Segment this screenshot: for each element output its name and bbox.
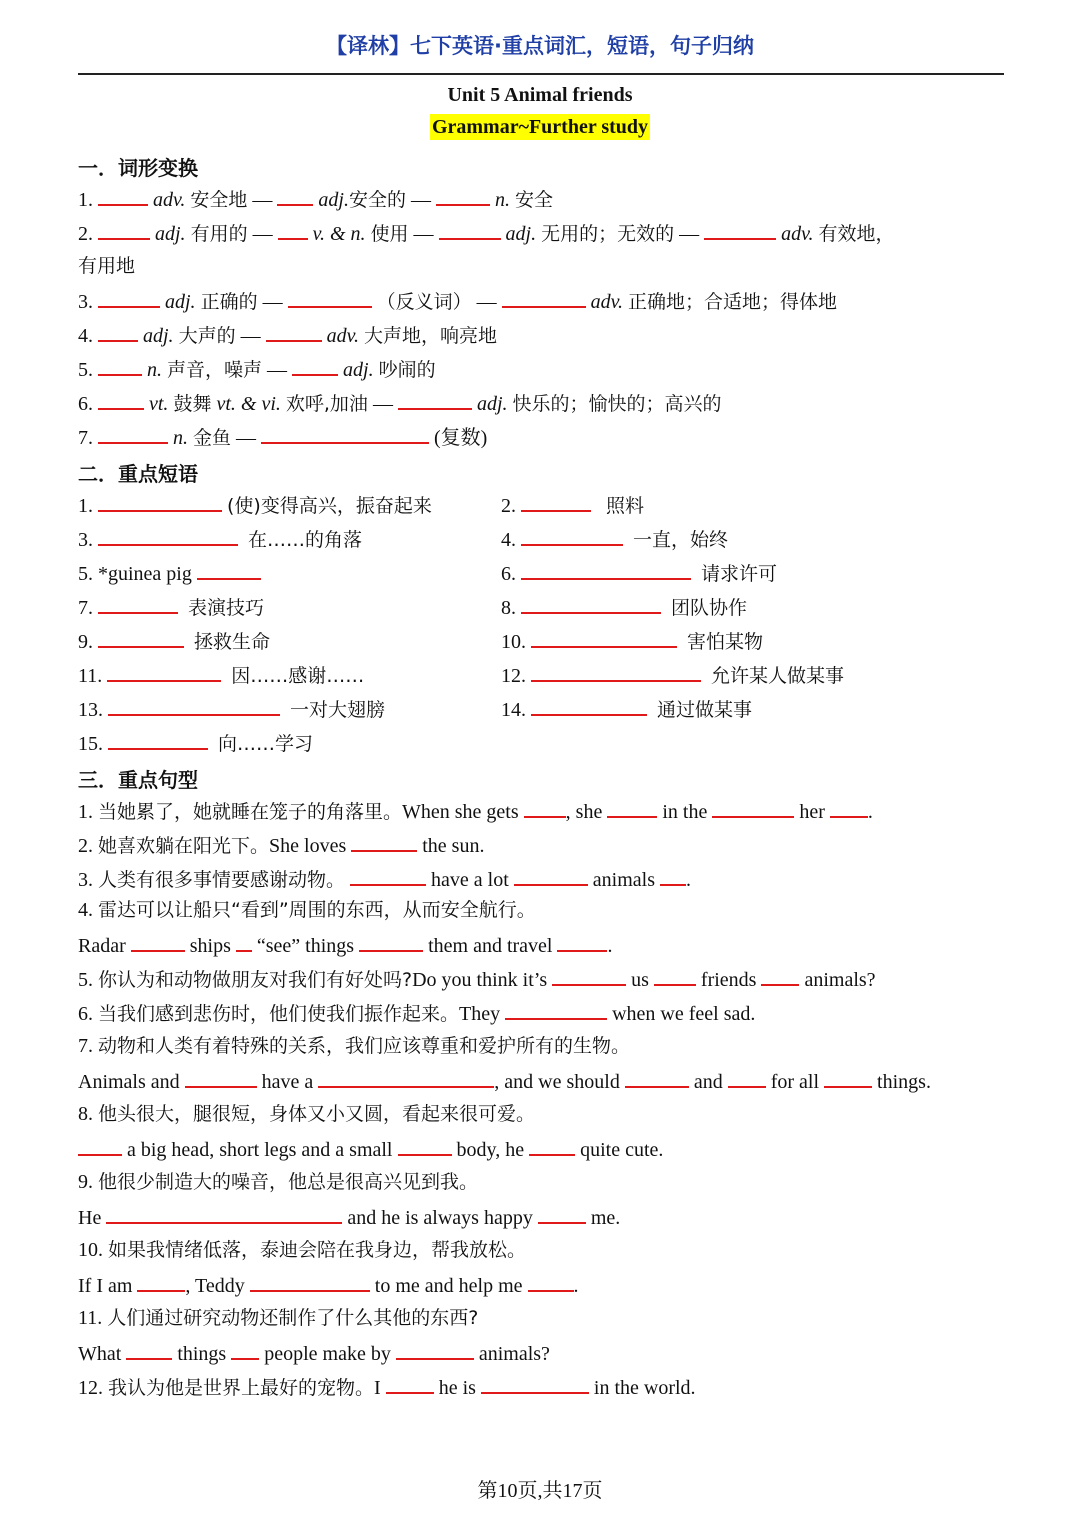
- unit-title: Unit 5 Animal friends: [447, 84, 633, 106]
- answer-blank[interactable]: [78, 1136, 122, 1156]
- answer-blank[interactable]: [98, 594, 178, 614]
- phrase-item: 2. 照料: [501, 492, 644, 518]
- answer-blank[interactable]: [712, 798, 794, 818]
- header-divider: [78, 73, 1004, 75]
- phrase-item: 15. 向……学习: [78, 730, 313, 756]
- answer-blank[interactable]: [266, 322, 322, 342]
- sentence-8-chinese: 8. 他头很大，腿很短，身体又小又圆，看起来很可爱。: [78, 1103, 536, 1125]
- answer-blank[interactable]: [236, 932, 252, 952]
- answer-blank[interactable]: [398, 390, 472, 410]
- answer-blank[interactable]: [386, 1374, 434, 1394]
- sentence-6: 6. 当我们感到悲伤时，他们使我们振作起来。They when we feel sad.: [78, 1000, 755, 1026]
- sentence-11-english: What things people make by animals?: [78, 1340, 550, 1366]
- sentence-7-english: Animals and have a , and we should and for all things.: [78, 1068, 931, 1094]
- sentence-10-chinese: 10. 如果我情绪低落，泰迪会陪在我身边，帮我放松。: [78, 1239, 527, 1261]
- page-number: 第10页,共17页: [477, 1480, 603, 1502]
- answer-blank[interactable]: [98, 492, 222, 512]
- answer-blank[interactable]: [481, 1374, 589, 1394]
- answer-blank[interactable]: [502, 288, 586, 308]
- answer-blank[interactable]: [231, 1340, 259, 1360]
- sentence-5: 5. 你认为和动物做朋友对我们有好处吗?Do you think it’s us friends animals?: [78, 966, 876, 992]
- sentence-8-english: a big head, short legs and a small body, he quite cute.: [78, 1136, 663, 1162]
- answer-blank[interactable]: [521, 560, 691, 580]
- answer-blank[interactable]: [830, 798, 868, 818]
- document-header: 【译林】七下英语·重点词汇，短语，句子归纳: [326, 34, 754, 58]
- answer-blank[interactable]: [98, 186, 148, 206]
- answer-blank[interactable]: [607, 798, 657, 818]
- sentence-9-chinese: 9. 他很少制造大的噪音，他总是很高兴见到我。: [78, 1171, 479, 1193]
- answer-blank[interactable]: [185, 1068, 257, 1088]
- sentence-3: 3. 人类有很多事情要感谢动物。 have a lot animals .: [78, 866, 691, 892]
- section-key-sentences-heading: 三．重点句型: [78, 768, 198, 792]
- sentence-1: 1. 当她累了，她就睡在笼子的角落里。When she gets , she in the her .: [78, 798, 873, 824]
- word-form-2: 2. adj. 有用的 — v. & n. 使用 — adj. 无用的；无效的 — adv. 有效地，: [78, 220, 895, 246]
- phrase-item: 3. 在……的角落: [78, 526, 362, 552]
- answer-blank[interactable]: [529, 1136, 575, 1156]
- answer-blank[interactable]: [108, 730, 208, 750]
- answer-blank[interactable]: [654, 966, 696, 986]
- answer-blank[interactable]: [318, 1068, 494, 1088]
- sentence-10-english: If I am , Teddy to me and help me .: [78, 1272, 579, 1298]
- answer-blank[interactable]: [277, 186, 313, 206]
- answer-blank[interactable]: [528, 1272, 574, 1292]
- answer-blank[interactable]: [521, 526, 623, 546]
- answer-blank[interactable]: [131, 932, 185, 952]
- answer-blank[interactable]: [398, 1136, 452, 1156]
- answer-blank[interactable]: [396, 1340, 474, 1360]
- answer-blank[interactable]: [126, 1340, 172, 1360]
- answer-blank[interactable]: [98, 526, 238, 546]
- answer-blank[interactable]: [660, 866, 686, 886]
- word-form-5: 5. n. 声音，噪声 — adj. 吵闹的: [78, 356, 436, 382]
- phrase-item: 5. *guinea pig: [78, 560, 261, 586]
- sentence-4-english: Radar ships “see” things them and travel .: [78, 932, 612, 958]
- answer-blank[interactable]: [351, 832, 417, 852]
- answer-blank[interactable]: [824, 1068, 872, 1088]
- answer-blank[interactable]: [728, 1068, 766, 1088]
- answer-blank[interactable]: [521, 492, 591, 512]
- answer-blank[interactable]: [98, 390, 144, 410]
- answer-blank[interactable]: [350, 866, 426, 886]
- word-form-6: 6. vt. 鼓舞 vt. & vi. 欢呼,加油 — adj. 快乐的；愉快的；高兴的: [78, 390, 722, 416]
- answer-blank[interactable]: [250, 1272, 370, 1292]
- answer-blank[interactable]: [108, 696, 280, 716]
- phrase-item: 8. 团队协作: [501, 594, 747, 620]
- section-key-phrases-heading: 二．重点短语: [78, 462, 198, 486]
- answer-blank[interactable]: [524, 798, 566, 818]
- answer-blank[interactable]: [439, 220, 501, 240]
- answer-blank[interactable]: [625, 1068, 689, 1088]
- sentence-9-english: He and he is always happy me.: [78, 1204, 620, 1230]
- phrase-item: 11. 因……感谢……: [78, 662, 364, 688]
- word-form-1: 1. adv. 安全地 — adj.安全的 — n. 安全: [78, 186, 553, 212]
- answer-blank[interactable]: [98, 322, 138, 342]
- sentence-4-chinese: 4. 雷达可以让船只“看到”周围的东西，从而安全航行。: [78, 899, 536, 921]
- answer-blank[interactable]: [552, 966, 626, 986]
- answer-blank[interactable]: [531, 628, 677, 648]
- answer-blank[interactable]: [98, 628, 184, 648]
- answer-blank[interactable]: [98, 424, 168, 444]
- phrase-item: 4. 一直，始终: [501, 526, 728, 552]
- answer-blank[interactable]: [531, 696, 647, 716]
- answer-blank[interactable]: [761, 966, 799, 986]
- answer-blank[interactable]: [106, 1204, 342, 1224]
- answer-blank[interactable]: [98, 356, 142, 376]
- answer-blank[interactable]: [359, 932, 423, 952]
- phrase-item: 6. 请求许可: [501, 560, 777, 586]
- word-form-4: 4. adj. 大声的 — adv. 大声地，响亮地: [78, 322, 497, 348]
- phrase-item: 1. (使)变得高兴，振奋起来: [78, 492, 432, 518]
- answer-blank[interactable]: [107, 662, 221, 682]
- answer-blank[interactable]: [261, 424, 429, 444]
- phrase-item: 13. 一对大翅膀: [78, 696, 385, 722]
- answer-blank[interactable]: [288, 288, 372, 308]
- answer-blank[interactable]: [137, 1272, 185, 1292]
- phrase-item: 12. 允许某人做某事: [501, 662, 844, 688]
- answer-blank[interactable]: [436, 186, 490, 206]
- answer-blank[interactable]: [197, 560, 261, 580]
- answer-blank[interactable]: [505, 1000, 607, 1020]
- answer-blank[interactable]: [98, 288, 160, 308]
- section-word-forms-heading: 一．词形变换: [78, 156, 198, 180]
- word-form-3: 3. adj. 正确的 — （反义词） — adv. 正确地；合适地；得体地: [78, 288, 837, 314]
- sentence-11-chinese: 11. 人们通过研究动物还制作了什么其他的东西?: [78, 1307, 479, 1329]
- phrase-item: 7. 表演技巧: [78, 594, 264, 620]
- answer-blank[interactable]: [292, 356, 338, 376]
- answer-blank[interactable]: [521, 594, 661, 614]
- word-form-7: 7. n. 金鱼 — (复数): [78, 424, 487, 450]
- phrase-item: 14. 通过做某事: [501, 696, 752, 722]
- sentence-12: 12. 我认为他是世界上最好的宠物。I he is in the world.: [78, 1374, 696, 1400]
- phrase-item: 9. 拯救生命: [78, 628, 270, 654]
- sentence-7-chinese: 7. 动物和人类有着特殊的关系，我们应该尊重和爱护所有的生物。: [78, 1035, 631, 1057]
- answer-blank[interactable]: [531, 662, 701, 682]
- answer-blank[interactable]: [538, 1204, 586, 1224]
- answer-blank[interactable]: [557, 932, 607, 952]
- answer-blank[interactable]: [704, 220, 776, 240]
- word-form-2-continued: 有用地: [78, 255, 136, 277]
- answer-blank[interactable]: [98, 220, 150, 240]
- sentence-2: 2. 她喜欢躺在阳光下。She loves the sun.: [78, 832, 484, 858]
- answer-blank[interactable]: [278, 220, 308, 240]
- phrase-item: 10. 害怕某物: [501, 628, 763, 654]
- answer-blank[interactable]: [514, 866, 588, 886]
- lesson-subtitle: Grammar~Further study: [431, 116, 649, 138]
